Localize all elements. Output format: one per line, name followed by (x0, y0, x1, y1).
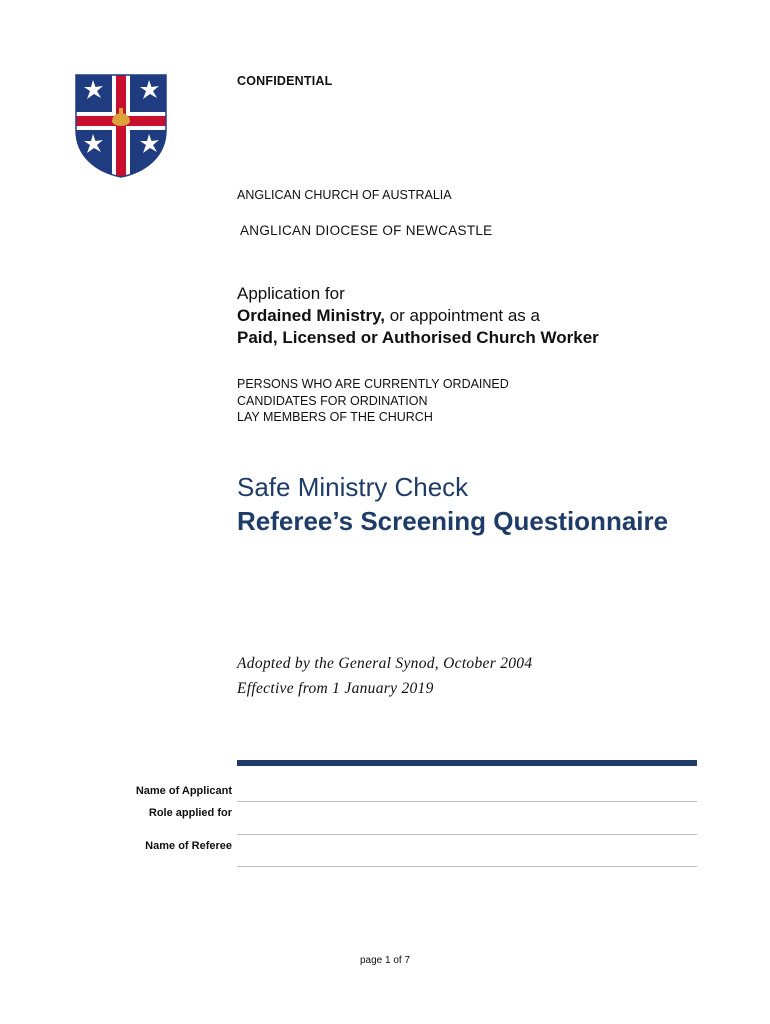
adoption-info (237, 651, 532, 701)
persons-item: LAY MEMBERS OF THE CHURCH (237, 410, 433, 424)
referee-name-field[interactable] (237, 866, 697, 867)
applicant-name-field[interactable] (237, 801, 697, 802)
applicant-name-label: Name of Applicant (135, 785, 232, 797)
referee-name-label: Name of Referee (145, 840, 232, 852)
page-number: page 1 of 7 (359, 955, 411, 966)
application-line-2-bold: Ordained Ministry, (237, 306, 385, 325)
adoption-line-1: Adopted by the General Synod, October 2004 (237, 655, 533, 672)
church-name: ANGLICAN CHURCH OF AUSTRALIA (237, 188, 452, 202)
document-title: Safe Ministry Check (237, 472, 469, 502)
adoption-line-2: Effective from 1 January 2019 (237, 680, 434, 697)
document-subtitle: Referee’s Screening Questionnaire (237, 506, 669, 536)
role-applied-label: Role applied for (148, 807, 232, 819)
diocese-name: ANGLICAN DIOCESE OF NEWCASTLE (240, 223, 493, 238)
eligible-persons-list (237, 376, 509, 426)
application-line-1: Application for (237, 284, 345, 303)
role-applied-field[interactable] (237, 834, 697, 835)
persons-item: PERSONS WHO ARE CURRENTLY ORDAINED (237, 377, 509, 391)
application-line-2-rest: or appointment as a (385, 306, 540, 325)
application-heading (237, 283, 599, 349)
anglican-diocese-crest-icon (72, 72, 170, 180)
confidential-label: CONFIDENTIAL (237, 74, 333, 88)
persons-item: CANDIDATES FOR ORDINATION (237, 393, 428, 408)
application-line-3-bold: Paid, Licensed or Authorised Church Worker (237, 328, 599, 347)
application-line-3 (237, 327, 599, 349)
section-divider (237, 760, 697, 766)
application-line-2 (237, 305, 599, 327)
